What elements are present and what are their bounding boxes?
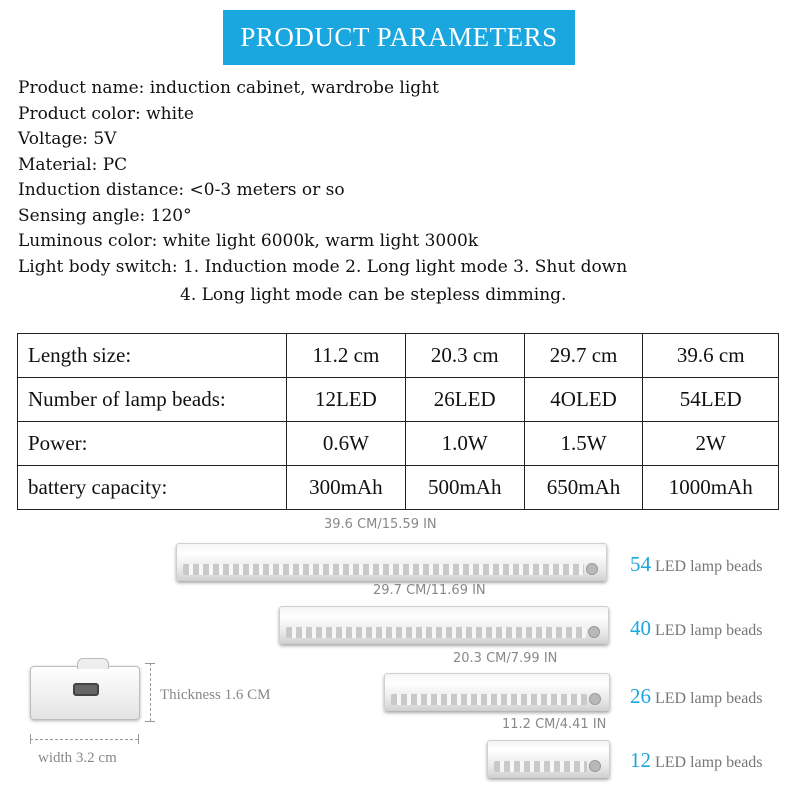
thickness-label: Thickness 1.6 CM — [160, 687, 271, 703]
row-label: Power: — [18, 422, 287, 466]
thickness-tick-bottom — [145, 721, 155, 722]
table-cell: 20.3 cm — [405, 334, 524, 378]
bead-count-text: LED lamp beads — [655, 622, 763, 639]
thickness-tick-top — [145, 663, 155, 664]
table-cell: 1.0W — [405, 422, 524, 466]
spec-induction-distance: Induction distance: <0-3 meters or so — [18, 180, 345, 200]
table-cell: 2W — [643, 422, 779, 466]
spec-switch-modes: Light body switch: 1. Induction mode 2. Long light mode 3. Shut down — [18, 256, 628, 277]
light-bar-40led — [279, 606, 609, 644]
table-cell: 11.2 cm — [287, 334, 406, 378]
width-tick-right — [138, 734, 139, 744]
bead-count-label-26 — [630, 684, 763, 709]
page-title-banner — [223, 10, 575, 65]
table-cell: 29.7 cm — [524, 334, 643, 378]
width-dimension-line — [30, 739, 138, 740]
parameters-table — [17, 333, 779, 510]
motion-sensor-icon — [589, 693, 601, 705]
spec-product-color: Product color: white — [18, 103, 194, 124]
spec-luminous-color: Luminous color: white light 6000k, warm light 3000k — [18, 231, 479, 251]
light-bar-12led — [487, 740, 610, 778]
bead-count-label-12 — [630, 748, 763, 773]
table-cell: 650mAh — [524, 466, 643, 510]
width-label: width 3.2 cm — [38, 750, 117, 766]
width-tick-left — [30, 734, 31, 744]
led-strip — [391, 694, 587, 705]
table-cell: 12LED — [287, 378, 406, 422]
bead-count-text: LED lamp beads — [655, 558, 763, 575]
table-cell: 1000mAh — [643, 466, 779, 510]
table-cell: 300mAh — [287, 466, 406, 510]
table-row — [18, 466, 779, 510]
bead-count-label-54 — [630, 552, 763, 577]
spec-voltage: Voltage: 5V — [18, 129, 117, 149]
table-cell: 4OLED — [524, 378, 643, 422]
table-row — [18, 378, 779, 422]
light-bar-54led — [176, 543, 607, 581]
dimension-label-11-2cm: 11.2 CM/4.41 IN — [502, 717, 607, 732]
table-cell: 500mAh — [405, 466, 524, 510]
light-side-view — [30, 666, 140, 720]
bead-count-number: 40 — [630, 616, 651, 640]
spec-sensing-angle: Sensing angle: 120° — [18, 205, 192, 226]
light-bar-26led — [384, 673, 610, 711]
table-cell: 54LED — [643, 378, 779, 422]
table-cell: 26LED — [405, 378, 524, 422]
motion-sensor-icon — [586, 563, 598, 575]
spec-list — [18, 76, 627, 309]
bead-count-text: LED lamp beads — [655, 690, 763, 707]
dimension-label-29-7cm: 29.7 CM/11.69 IN — [373, 583, 486, 598]
thickness-dimension-line — [150, 663, 151, 721]
bead-count-label-40 — [630, 616, 763, 641]
dimension-label-20-3cm: 20.3 CM/7.99 IN — [453, 651, 558, 666]
page-title: PRODUCT PARAMETERS — [240, 22, 558, 52]
spec-material: Material: PC — [18, 154, 128, 175]
led-strip — [494, 761, 587, 772]
bead-count-number: 12 — [630, 748, 651, 772]
usb-port-icon — [73, 683, 99, 696]
bead-count-number: 54 — [630, 552, 651, 576]
row-label: battery capacity: — [18, 466, 287, 510]
bead-count-number: 26 — [630, 684, 651, 708]
table-cell: 1.5W — [524, 422, 643, 466]
table-cell: 0.6W — [287, 422, 406, 466]
row-label: Number of lamp beads: — [18, 378, 287, 422]
spec-product-name: Product name: induction cabinet, wardrobe light — [18, 78, 439, 98]
table-row — [18, 334, 779, 378]
motion-sensor-icon — [589, 760, 601, 772]
led-strip — [183, 564, 584, 575]
row-label: Length size: — [18, 334, 287, 378]
table-row — [18, 422, 779, 466]
led-strip — [286, 627, 586, 638]
sensor-housing — [77, 658, 109, 669]
bead-count-text: LED lamp beads — [655, 754, 763, 771]
spec-switch-modes-continued: 4. Long light mode can be stepless dimming. — [180, 285, 567, 305]
motion-sensor-icon — [588, 626, 600, 638]
dimension-label-39-6cm: 39.6 CM/15.59 IN — [324, 517, 437, 532]
table-cell: 39.6 cm — [643, 334, 779, 378]
